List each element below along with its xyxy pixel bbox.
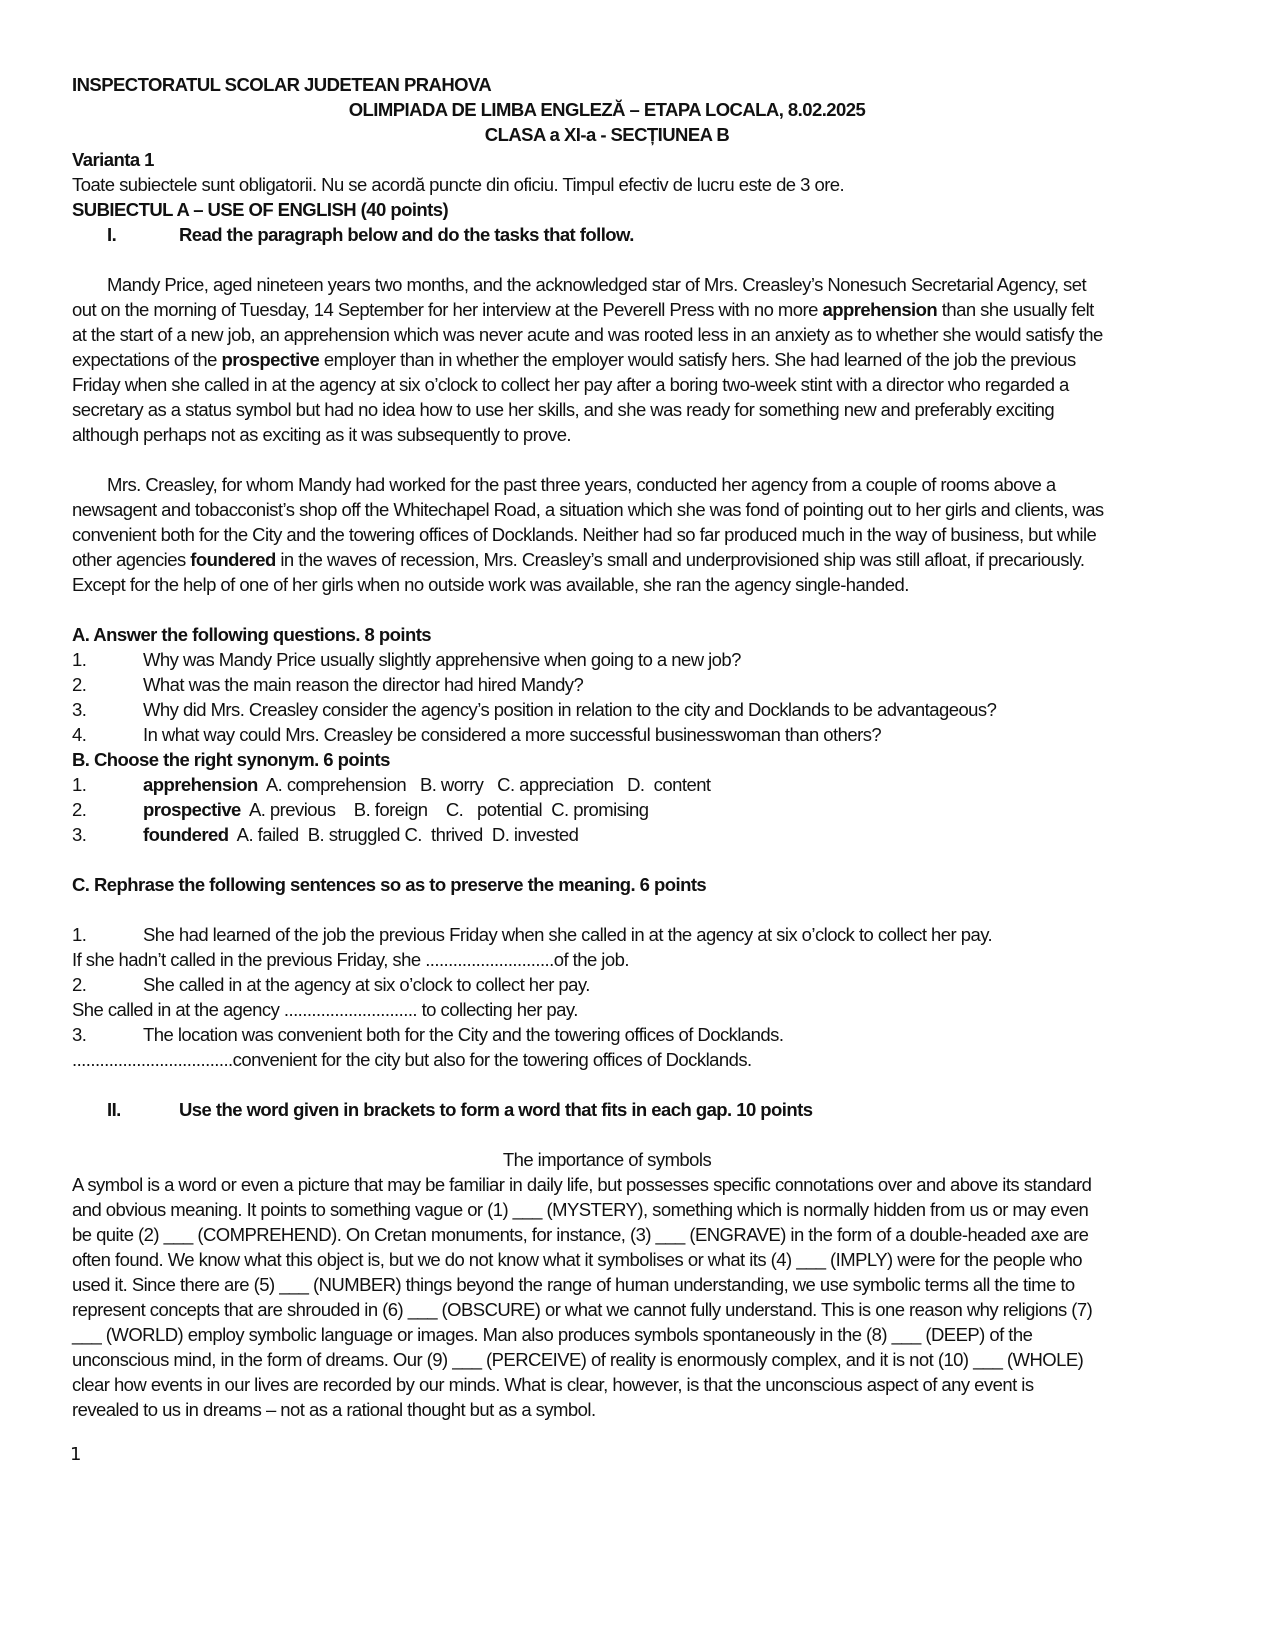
text-line xyxy=(72,1172,1142,1197)
item-text xyxy=(143,1022,783,1047)
text-segment: ___ (WORLD) employ symbolic language or images. Man also produces symbols spontaneously in the (8) ___ (DEEP) of the xyxy=(72,1324,1033,1345)
text-segment: Mrs. Creasley, for whom Mandy had worked for the past three years, conducted her agency from a couple of rooms above a xyxy=(107,474,1056,495)
numbered-line xyxy=(72,672,1142,697)
blank-line xyxy=(72,897,1142,922)
item-number: 2. xyxy=(72,974,87,995)
text-line xyxy=(72,197,1142,222)
text-segment: Varianta 1 xyxy=(72,149,154,170)
item-number: II. xyxy=(107,1099,121,1120)
text-segment: SUBIECTUL A – USE OF ENGLISH (40 points) xyxy=(72,199,449,220)
text-line xyxy=(72,1297,1142,1322)
text-segment: in the waves of recession, Mrs. Creasley’s small and underprovisioned ship was still afloat, if precariously. xyxy=(275,549,1085,570)
item-number: 1. xyxy=(72,649,87,670)
text-line xyxy=(72,147,1142,172)
item-number: 4. xyxy=(72,724,87,745)
text-line xyxy=(72,1247,1142,1272)
text-segment: unconscious mind, in the form of dreams. Our (9) ___ (PERCEIVE) of reality is enormously complex, and it is not (10) ___ (WHOLE) xyxy=(72,1349,1084,1370)
item-number: 3. xyxy=(72,1024,87,1045)
text-segment: Except for the help of one of her girls when no outside work was available, she ran the agency single-handed. xyxy=(72,574,909,595)
text-line xyxy=(72,997,1142,1022)
item-number: 1. xyxy=(72,924,87,945)
text-segment: What was the main reason the director had hired Mandy? xyxy=(143,674,584,695)
text-line xyxy=(72,297,1142,322)
blank-line xyxy=(72,447,1142,472)
blank-line xyxy=(72,847,1142,872)
item-text xyxy=(143,797,648,822)
item-text xyxy=(179,1097,813,1122)
blank-line xyxy=(72,247,1142,272)
numbered-line xyxy=(72,647,1142,672)
bold-keyword: foundered xyxy=(143,824,229,845)
numbered-line xyxy=(72,222,1142,247)
text-segment: convenient both for the City and the towering offices of Docklands. Neither had so far produced much in the way of business, but while xyxy=(72,524,1097,545)
numbered-line xyxy=(72,1097,1142,1122)
text-segment: In what way could Mrs. Creasley be considered a more successful businesswoman than others? xyxy=(143,724,882,745)
item-text xyxy=(143,672,583,697)
numbered-line xyxy=(72,972,1142,997)
text-line xyxy=(72,947,1142,972)
text-line xyxy=(72,1272,1142,1297)
text-line xyxy=(72,1347,1142,1372)
text-line xyxy=(72,1397,1142,1422)
item-text xyxy=(143,772,711,797)
item-number: I. xyxy=(107,224,117,245)
text-line xyxy=(72,572,1142,597)
text-line xyxy=(72,72,1142,97)
text-segment: and obvious meaning. It points to something vague or (1) ___ (MYSTERY), something which is normally hidden from us or may even xyxy=(72,1199,1089,1220)
text-segment: OLIMPIADA DE LIMBA ENGLEZĂ – ETAPA LOCALA, 8.02.2025 xyxy=(348,99,866,120)
text-segment: A. failed B. struggled C. thrived D. invested xyxy=(228,824,579,845)
item-text xyxy=(143,647,741,672)
text-segment: although perhaps not as exciting as it was subsequently to prove. xyxy=(72,424,572,445)
bold-keyword: apprehension xyxy=(143,774,258,795)
text-segment: B. Choose the right synonym. 6 points xyxy=(72,749,390,770)
item-text xyxy=(143,822,578,847)
text-segment: The location was convenient both for the City and the towering offices of Docklands. xyxy=(143,1024,784,1045)
text-segment: Mandy Price, aged nineteen years two months, and the acknowledged star of Mrs. Creasley’s Nonesuch Secretarial Agency, set xyxy=(107,274,1087,295)
text-segment: A. comprehension B. worry C. appreciation D. content xyxy=(257,774,711,795)
text-line xyxy=(72,497,1142,522)
item-number: 1. xyxy=(72,774,87,795)
text-segment: newsagent and tobacconist’s shop off the Whitechapel Road, a situation which she was fond of pointing out to her girls and clients, was xyxy=(72,499,1104,520)
blank-line xyxy=(72,597,1142,622)
numbered-line xyxy=(72,722,1142,747)
text-segment: If she hadn’t called in the previous Friday, she ............................of the job. xyxy=(72,949,629,970)
item-number: 3. xyxy=(72,699,87,720)
numbered-line xyxy=(72,922,1142,947)
text-segment: be quite (2) ___ (COMPREHEND). On Cretan monuments, for instance, (3) ___ (ENGRAVE) in the form of a double-headed axe are xyxy=(72,1224,1089,1245)
text-segment: A symbol is a word or even a picture that may be familiar in daily life, but possesses specific connotations over and above its standard xyxy=(72,1174,1092,1195)
text-segment: expectations of the xyxy=(72,349,222,370)
text-segment: clear how events in our lives are recorded by our minds. What is clear, however, is that the unconscious aspect of any event is xyxy=(72,1374,1034,1395)
item-text xyxy=(143,722,881,747)
numbered-line xyxy=(72,1022,1142,1047)
page-number: 1 xyxy=(70,1444,82,1465)
text-line xyxy=(72,522,1142,547)
text-line xyxy=(72,1047,1142,1072)
text-segment: INSPECTORATUL SCOLAR JUDETEAN PRAHOVA xyxy=(72,74,492,95)
item-number: 3. xyxy=(72,824,87,845)
item-number: 2. xyxy=(72,799,87,820)
text-line xyxy=(72,622,1142,647)
text-segment: A. previous B. foreign C. potential C. promising xyxy=(240,799,649,820)
blank-line xyxy=(72,1072,1142,1097)
text-segment: Toate subiectele sunt obligatorii. Nu se acordă puncte din oficiu. Timpul efectiv de lucru este de 3 ore. xyxy=(72,174,845,195)
text-line xyxy=(72,1222,1142,1247)
text-segment: out on the morning of Tuesday, 14 September for her interview at the Peverell Press with no more xyxy=(72,299,823,320)
text-line xyxy=(72,1197,1142,1222)
text-segment: other agencies xyxy=(72,549,191,570)
text-segment: often found. We know what this object is, but we do not know what it symbolises or what its (4) ___ (IMPLY) were for the people who xyxy=(72,1249,1083,1270)
text-segment: secretary as a status symbol but had no idea how to use her skills, and she was ready for something new and preferably exciting xyxy=(72,399,1055,420)
text-line xyxy=(72,872,1142,897)
item-text xyxy=(179,222,634,247)
text-segment: C. Rephrase the following sentences so as to preserve the meaning. 6 points xyxy=(72,874,707,895)
item-text xyxy=(143,972,590,997)
text-segment: CLASA a XI-a - SECȚIUNEA B xyxy=(484,124,730,145)
bold-keyword: prospective xyxy=(221,349,320,370)
item-number: 2. xyxy=(72,674,87,695)
item-text xyxy=(143,697,996,722)
text-line xyxy=(72,272,1142,297)
text-line xyxy=(72,172,1142,197)
text-segment: She called in at the agency ............................. to collecting her pay. xyxy=(72,999,578,1020)
numbered-line xyxy=(72,797,1142,822)
text-segment: revealed to us in dreams – not as a rational thought but as a symbol. xyxy=(72,1399,596,1420)
text-line xyxy=(72,347,1142,372)
text-line xyxy=(72,547,1142,572)
text-segment: She called in at the agency at six o’clock to collect her pay. xyxy=(143,974,590,995)
numbered-line xyxy=(72,822,1142,847)
text-line xyxy=(72,97,1142,122)
text-line xyxy=(72,422,1142,447)
bold-keyword: foundered xyxy=(190,549,276,570)
text-segment: The importance of symbols xyxy=(502,1149,712,1170)
text-line xyxy=(72,1147,1142,1172)
bold-keyword: prospective xyxy=(143,799,241,820)
text-line xyxy=(72,122,1142,147)
text-segment: Friday when she called in at the agency at six o’clock to collect her pay after a boring two-week stint with a director who regarded a xyxy=(72,374,1069,395)
text-line xyxy=(72,372,1142,397)
text-line xyxy=(72,322,1142,347)
text-segment: Why did Mrs. Creasley consider the agency’s position in relation to the city and Docklands to be advantageous? xyxy=(143,699,997,720)
blank-line xyxy=(72,1122,1142,1147)
item-text xyxy=(143,922,992,947)
text-segment: Read the paragraph below and do the tasks that follow. xyxy=(179,224,634,245)
text-segment: ...................................convenient for the city but also for the towering offices of Docklands. xyxy=(72,1049,752,1070)
text-line xyxy=(72,1372,1142,1397)
text-segment: used it. Since there are (5) ___ (NUMBER) things beyond the range of human understanding, we use symbolic terms all the time to xyxy=(72,1274,1075,1295)
text-segment: A. Answer the following questions. 8 points xyxy=(72,624,432,645)
exam-document xyxy=(72,72,1142,1422)
text-line xyxy=(72,472,1142,497)
bold-keyword: apprehension xyxy=(822,299,938,320)
text-segment: Why was Mandy Price usually slightly apprehensive when going to a new job? xyxy=(143,649,741,670)
text-segment: at the start of a new job, an apprehension which was never acute and was rooted less in an anxiety as to whether she would satisfy the xyxy=(72,324,1103,345)
numbered-line xyxy=(72,772,1142,797)
text-segment: employer than in whether the employer would satisfy hers. She had learned of the job the previous xyxy=(319,349,1076,370)
numbered-line xyxy=(72,697,1142,722)
text-line xyxy=(72,397,1142,422)
text-line xyxy=(72,747,1142,772)
text-line xyxy=(72,1322,1142,1347)
text-segment: Use the word given in brackets to form a word that fits in each gap. 10 points xyxy=(179,1099,813,1120)
text-segment: than she usually felt xyxy=(937,299,1094,320)
text-segment: She had learned of the job the previous Friday when she called in at the agency at six o’clock to collect her pay. xyxy=(143,924,993,945)
text-segment: represent concepts that are shrouded in (6) ___ (OBSCURE) or what we cannot fully understand. This is one reason why religions (7) xyxy=(72,1299,1093,1320)
